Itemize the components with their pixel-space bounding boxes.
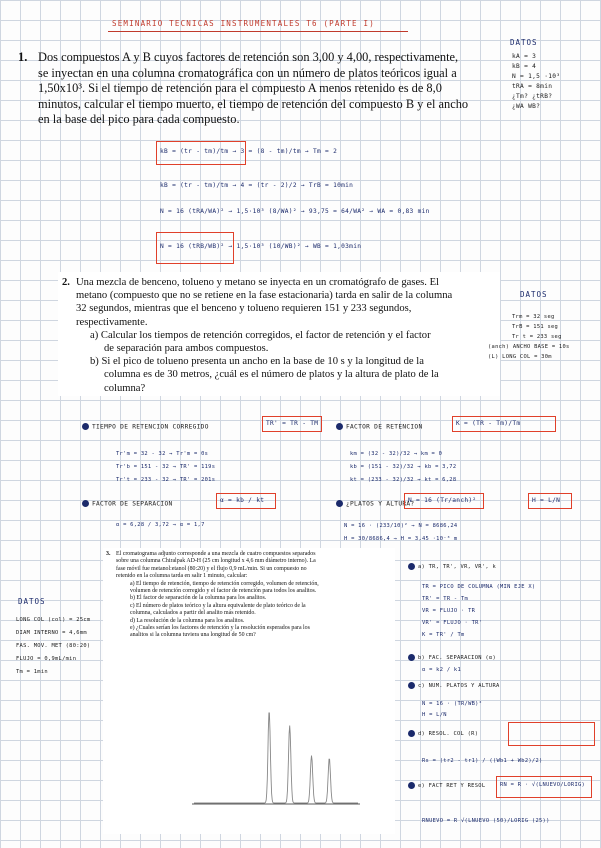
q2-b-formula-2: H = L/N xyxy=(532,497,561,504)
calc-line: N = 16 · (233/10)² → N = 8686,24 xyxy=(344,523,458,529)
datos-item: Tm = 1min xyxy=(16,669,48,675)
q3-line: sobre una columna Chiralpak AD-H (25 cm longitud x 4,6 mm diámetro interno). La xyxy=(116,558,316,565)
datos-item: TrB = 151 seg xyxy=(512,324,559,330)
bullet-icon xyxy=(408,563,415,570)
datos-item: DIAM INTERNO = 4,6mm xyxy=(16,630,87,636)
q3-note-b-text: b) FAC. SEPARACION (α) xyxy=(418,655,496,661)
bullet-icon xyxy=(82,423,89,430)
datos-item: kA = 3 xyxy=(512,53,537,60)
q2-k-label xyxy=(336,423,422,431)
q3-c-lines xyxy=(422,699,482,721)
datos-item: FLUJO = 0,9mL/min xyxy=(16,656,77,662)
q3-line: fase móvil fue metanol:etanol (80:20) y el flujo 0,9 mL/min. Si un compuesto no xyxy=(116,565,307,572)
datos-item: ¿WA WB? xyxy=(512,103,541,110)
q3-datos-title: DATOS xyxy=(18,597,46,606)
q2-line: a) Calcular los tiempos de retención corregidos, el factor de retención y el factor xyxy=(90,329,431,341)
q3-number: 3. xyxy=(106,551,111,557)
calc-line: kb = (151 - 32)/32 → kb = 3,72 xyxy=(350,464,457,470)
q2-a-label xyxy=(82,423,209,431)
calc-line: km = (32 - 32)/32 → km = 0 xyxy=(350,451,443,457)
q2-b-formula-1: N = 16 (Tr/anch)² xyxy=(408,497,477,504)
q2-line: 32 segundos, mientras que el benceno y tolueno requieren 151 y 233 segundos, xyxy=(76,303,412,315)
q1-line: 1,50x10³. Si el tiempo de retención para el compuesto A menos retenido es de 8,0 xyxy=(38,81,442,96)
q3-e-formula: RN = R · √(LNUEVO/LORIG) xyxy=(500,782,586,788)
datos-item: FAS. MOV. MET (80:20) xyxy=(16,643,91,649)
q3-note-c xyxy=(408,682,500,689)
chromatogram-trace xyxy=(194,713,358,803)
calc-line: K = TR' / Tm xyxy=(422,632,465,638)
q2-sep-formula: α = kb / kt xyxy=(220,497,265,504)
q3-e-line: RNUEVO = R √(LNUEVO (50)/LORIG (25)) xyxy=(422,818,550,824)
q2-b-label-text: ¿PLATOS Y ALTURA? xyxy=(346,500,415,508)
datos-item: Tr t = 233 seg xyxy=(512,334,562,340)
q3-note-a xyxy=(408,563,496,570)
bullet-icon xyxy=(82,500,89,507)
bullet-icon xyxy=(336,500,343,507)
q1-eq1: kB = (tr - tm)/tm → 3 = (8 - tm)/tm → Tm = 2 xyxy=(160,148,338,155)
q2-a-formula: TR' = TR - TM xyxy=(266,420,319,427)
q3-line: retenido en la columna tarda en salir 1 minuto, calcular: xyxy=(116,573,248,580)
calc-line: VR = FLUJO · TR xyxy=(422,608,476,614)
q1-line: minutos, calcular el tiempo muerto, el tiempo de retención del compuesto B y el ancho xyxy=(38,96,469,111)
q2-sep-label-text: FACTOR DE SEPARACION xyxy=(92,500,173,508)
q1-statement xyxy=(38,50,508,128)
q3-d-line: Rs = (tr2 - tr1) / ((Wb1 + Wb2)/2) xyxy=(422,758,543,764)
q3-a-lines xyxy=(422,581,535,641)
calc-line: Tr'm = 32 - 32 → Tr'm = 0s xyxy=(116,451,209,457)
q2-datos-title: DATOS xyxy=(520,290,548,299)
calc-line: Tr'b = 151 - 32 → TR' = 119s xyxy=(116,464,216,470)
q3-item: d) La resolución de la columna para los analitos. xyxy=(130,617,245,624)
q3-item: b) El factor de separación de la columna para los analitos. xyxy=(130,595,267,602)
q3-note-d-text: d) RESOL. COL (R) xyxy=(418,731,479,737)
calc-line: Tr't = 233 - 32 → TR' = 201s xyxy=(116,477,216,483)
q2-datos xyxy=(488,312,570,362)
q2-sep-line: α = 6,28 / 3,72 → α = 1,7 xyxy=(116,522,205,528)
calc-line: TR' = TR - Tm xyxy=(422,596,469,602)
q3-item: a) El tiempo de retención, tiempo de retención corregido, volumen de retención, xyxy=(130,580,319,587)
q3-item: e) ¿Cuales serían los factores de retención y la resolución esperados para los xyxy=(130,625,310,632)
datos-item: tRA = 8min xyxy=(512,83,553,90)
calc-line: H = L/N xyxy=(422,712,447,718)
q1-line: en la base del pico para cada compuesto. xyxy=(38,112,240,127)
q3-b-line: α = k2 / k1 xyxy=(422,667,461,673)
q2-b-lines xyxy=(344,520,457,546)
q1-line: Dos compuestos A y B cuyos factores de retención son 3,00 y 4,00, respectivamente, xyxy=(38,50,459,64)
q2-line: b) Si el pico de tolueno presenta un ancho en la base de 10 s y la longitud de la xyxy=(90,356,424,368)
q3-note-d xyxy=(408,730,478,737)
q2-line: columna? xyxy=(104,382,146,394)
q2-line: de separación para ambos compuestos. xyxy=(104,343,269,355)
q2-k-label-text: FACTOR DE RETENCION xyxy=(346,423,423,431)
q3-note-e xyxy=(408,782,485,789)
q3-note-e-text: e) FACT RET Y RESOL xyxy=(418,783,486,789)
q1-eq2: kB = (tr - tm)/tm → 4 = (tr - 2)/2 → TrB = 10min xyxy=(160,182,354,189)
bullet-icon xyxy=(408,654,415,661)
q2-statement xyxy=(76,276,496,395)
q2-number: 2. xyxy=(62,277,70,288)
q3-d-formula-box xyxy=(508,722,595,746)
q2-k-formula: K = (TR - Tm)/Tm xyxy=(456,420,521,427)
datos-item: kB = 4 xyxy=(512,63,537,70)
q3-item: analitos si la columna tuviera una longitud de 50 cm? xyxy=(130,632,256,639)
chromatogram-figure xyxy=(188,666,364,814)
calc-line: kt = (233 - 32)/32 → kt = 6,28 xyxy=(350,477,457,483)
datos-item: Trm = 32 seg xyxy=(512,314,555,320)
q1-eq3: N = 16 (tRA/WA)² → 1,5·10³ (8/WA)² → 93,75 = 64/WA² → WA = 0,83 min xyxy=(160,208,430,215)
q2-line: Una mezcla de benceno, tolueno y metano se inyecta en un cromatógrafo de gases. El xyxy=(76,277,439,288)
q3-line: El cromatograma adjunto corresponde a una mezcla de cuatro compuestos separados xyxy=(116,551,316,557)
title-underline xyxy=(108,31,408,32)
calc-line: TR = PICO DE COLUMNA (MIN EJE X) xyxy=(422,584,536,590)
q1-datos-title: DATOS xyxy=(510,38,538,47)
q2-k-lines xyxy=(350,448,456,487)
calc-line: N = 16 · (TR/WB)² xyxy=(422,701,483,707)
q2-a-label-text: TIEMPO DE RETENCION CORREGIDO xyxy=(92,423,209,431)
datos-item: (anch) ANCHO BASE = 10s xyxy=(488,344,570,350)
q3-item: c) El número de platos teórico y la altura equivalente de plato teórico de la xyxy=(130,602,306,609)
q2-line: respectivamente. xyxy=(76,316,148,328)
datos-item: LONG COL (col) = 25cm xyxy=(16,617,91,623)
q2-a-lines xyxy=(116,448,215,487)
q2-sep-label xyxy=(82,500,173,508)
datos-item: N = 1,5 ·10³ xyxy=(512,73,561,80)
bullet-icon xyxy=(336,423,343,430)
bullet-icon xyxy=(408,730,415,737)
q1-number: 1. xyxy=(18,50,28,64)
q1-datos xyxy=(512,52,560,112)
calc-line: H = 30/8686,4 → H = 3,45 ·10⁻³ m xyxy=(344,536,458,542)
bullet-icon xyxy=(408,782,415,789)
calc-line: VR' = FLUJO · TR' xyxy=(422,620,483,626)
q3-note-a-text: a) TR, TR', VR, VR', k xyxy=(418,564,496,570)
q3-note-b xyxy=(408,654,496,661)
datos-item: (L) LONG COL = 30m xyxy=(488,354,552,360)
q3-item: columna, calculados a partir del analito más retenido. xyxy=(130,610,256,617)
datos-item: ¿Tm? ¿tRB? xyxy=(512,93,553,100)
q1-line: se inyectan en una columna cromatográfica con un número de platos teóricos igual a xyxy=(38,65,457,80)
q3-item: volumen de retención corregido y el factor de retención para todos los analitos. xyxy=(130,588,317,595)
q3-datos xyxy=(16,614,90,679)
page-title: SEMINARIO TECNICAS INSTRUMENTALES T6 (PARTE I) xyxy=(112,19,375,28)
q2-b-label xyxy=(336,500,414,508)
q3-statement xyxy=(116,551,392,640)
q2-line: columna es de 30 metros, ¿cuál es el número de platos y la altura de plato de la xyxy=(104,369,439,381)
q1-eq4: N = 16 (tRB/WB)² → 1,5·10³ (10/WB)² → WB = 1,03min xyxy=(160,243,362,250)
q2-line: metano (compuesto que no se retiene en la fase estacionaria) tarda en salir de la columna xyxy=(76,290,453,302)
bullet-icon xyxy=(408,682,415,689)
q3-note-c-text: c) NUM. PLATOS Y ALTURA xyxy=(418,683,500,689)
